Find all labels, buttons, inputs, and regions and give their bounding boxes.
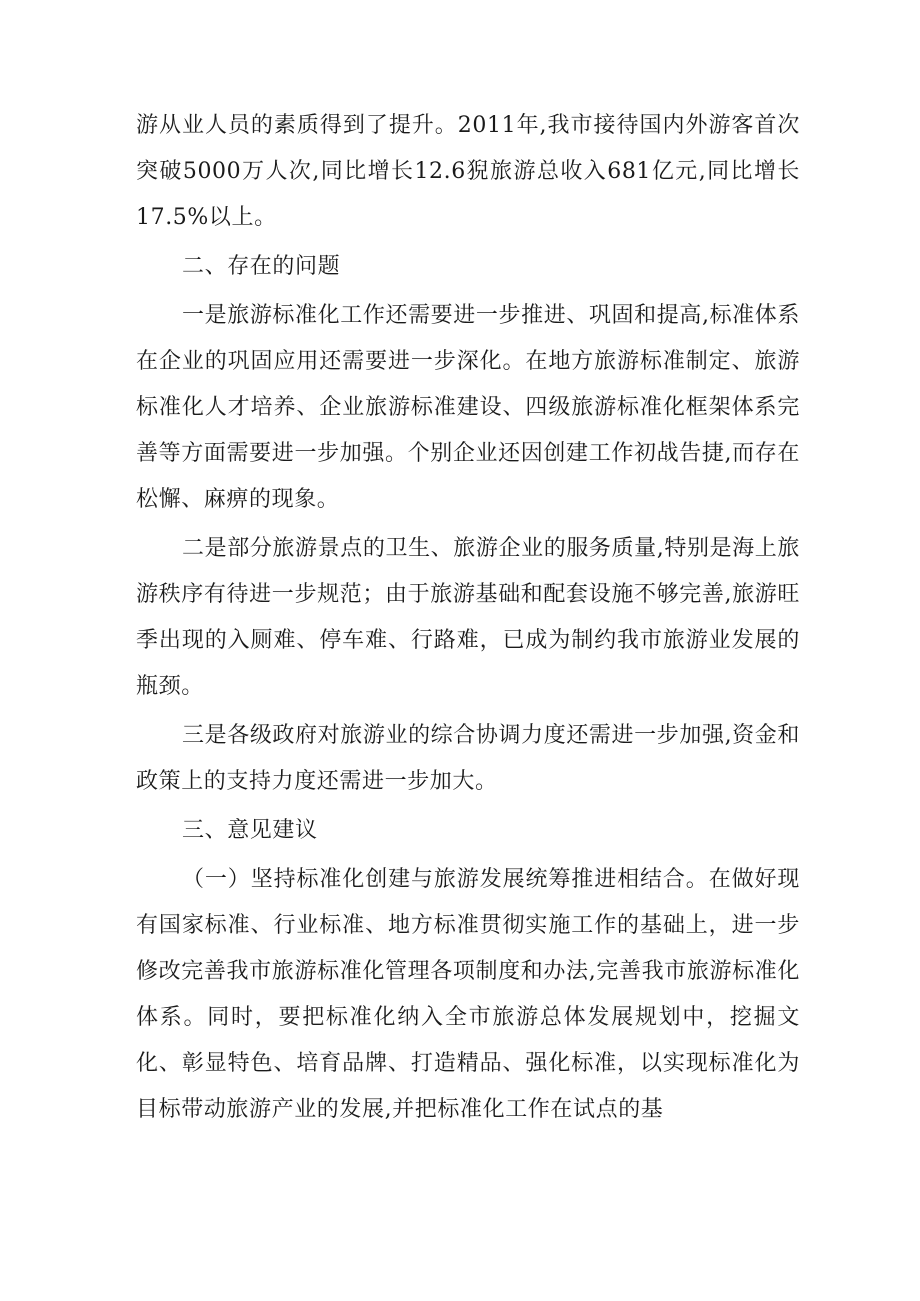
paragraph-suggestion-one: （一）坚持标准化创建与旅游发展统筹推进相结合。在做好现有国家标准、行业标准、地方标准贯彻实施工作的基础上，进一步修改完善我市旅游标准化管理各项制度和办法,完善我市旅游标准化体系。同时，要把标准化纳入全市旅游总体发展规划中，挖掘文化、彰显特色、培育品牌、打造精品、强化标准，以实现标准化为目标带动旅游产业的发展,并把标准化工作在试点的基 bbox=[136, 867, 800, 1122]
paragraph-problem-three: 三是各级政府对旅游业的综合协调力度还需进一步加强,资金和政策上的支持力度还需进一步加大。 bbox=[136, 723, 800, 794]
paragraph-problem-one: 一是旅游标准化工作还需要进一步推进、巩固和提高,标准体系在企业的巩固应用还需要进一步深化。在地方旅游标准制定、旅游标准化人才培养、企业旅游标准建设、四级旅游标准化框架体系完善等方面需要进一步加强。个别企业还因创建工作初战告捷,而存在松懈、麻痹的现象。 bbox=[136, 303, 800, 512]
paragraph-problem-two: 二是部分旅游景点的卫生、旅游企业的服务质量,特别是海上旅游秩序有待进一步规范；由于旅游基础和配套设施不够完善,旅游旺季出现的入厕难、停车难、行路难，已成为制约我市旅游业发展的瓶颈。 bbox=[136, 536, 800, 699]
section-heading-suggestions: 三、意见建议 bbox=[182, 818, 318, 843]
document-body bbox=[136, 103, 800, 1136]
paragraph-continued-stats: 游从业人员的素质得到了提升。2011年,我市接待国内外游客首次突破5000万人次,同比增长12.6猊旅游总收入681亿元,同比增长17.5%以上。 bbox=[136, 113, 800, 230]
section-heading-problems: 二、存在的问题 bbox=[182, 254, 341, 279]
